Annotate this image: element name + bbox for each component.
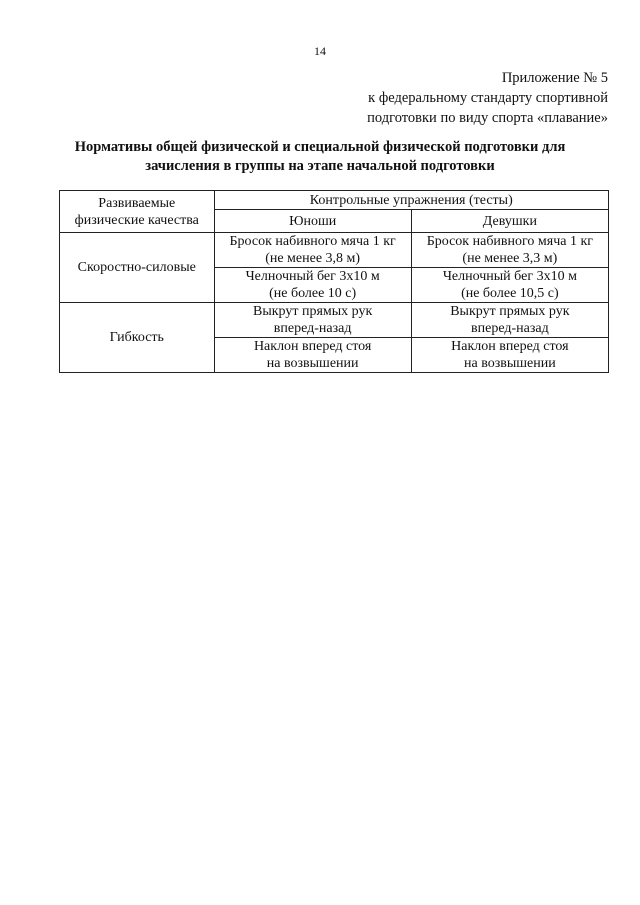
test-name: Наклон вперед стоя	[253, 339, 372, 354]
quality-speed-strength-cell: Скоростно-силовые	[60, 233, 215, 303]
test-norm: на возвышении	[464, 356, 556, 371]
test-norm: вперед-назад	[273, 321, 352, 336]
table-row	[60, 233, 609, 268]
document-title-line-2: зачисления в группы на этапе начальной подготовки	[145, 158, 495, 174]
test-norm: (не менее 3,8 м)	[265, 251, 361, 266]
test-norm: (не более 10,5 с)	[461, 286, 559, 301]
table-header-row	[60, 191, 609, 210]
header-boys-cell: Юноши	[214, 210, 411, 233]
test-norm: на возвышении	[266, 356, 359, 371]
header-tests-cell: Контрольные упражнения (тесты)	[214, 191, 608, 210]
test-name: Наклон вперед стоя	[451, 339, 569, 354]
girls-test-cell	[411, 233, 608, 268]
test-name: Бросок набивного мяча 1 кг	[426, 234, 594, 249]
header-quality-line-2: физические качества	[74, 212, 199, 228]
test-name: Челночный бег 3x10 м	[442, 269, 577, 284]
appendix-label: Приложение № 5	[501, 70, 608, 86]
document-title-line-1: Нормативы общей физической и специальной физической подготовки для	[74, 139, 566, 155]
test-norm: вперед-назад	[471, 321, 549, 336]
boys-test-cell	[214, 268, 411, 303]
norms-table	[59, 190, 609, 373]
appendix-standard-line: к федеральному стандарту спортивной	[368, 90, 608, 106]
girls-test-cell	[411, 338, 608, 373]
girls-test-cell	[411, 303, 608, 338]
boys-test-cell	[214, 233, 411, 268]
header-girls-cell: Девушки	[411, 210, 608, 233]
test-name: Бросок набивного мяча 1 кг	[229, 234, 396, 249]
appendix-sport-line: подготовки по виду спорта «плавание»	[367, 110, 608, 126]
header-quality-line-1: Развиваемые	[98, 195, 176, 211]
quality-flexibility-cell: Гибкость	[60, 303, 215, 373]
test-name: Челночный бег 3x10 м	[245, 269, 380, 284]
test-name: Выкрут прямых рук	[252, 304, 373, 319]
table-row	[60, 303, 609, 338]
appendix-reference	[367, 68, 608, 128]
boys-test-cell	[214, 338, 411, 373]
test-name: Выкрут прямых рук	[450, 304, 570, 319]
document-title	[40, 138, 600, 176]
header-quality-cell	[60, 191, 215, 233]
test-norm: (не более 10 с)	[269, 286, 357, 301]
boys-test-cell	[214, 303, 411, 338]
girls-test-cell	[411, 268, 608, 303]
page-number: 14	[314, 44, 326, 58]
test-norm: (не менее 3,3 м)	[462, 251, 558, 266]
